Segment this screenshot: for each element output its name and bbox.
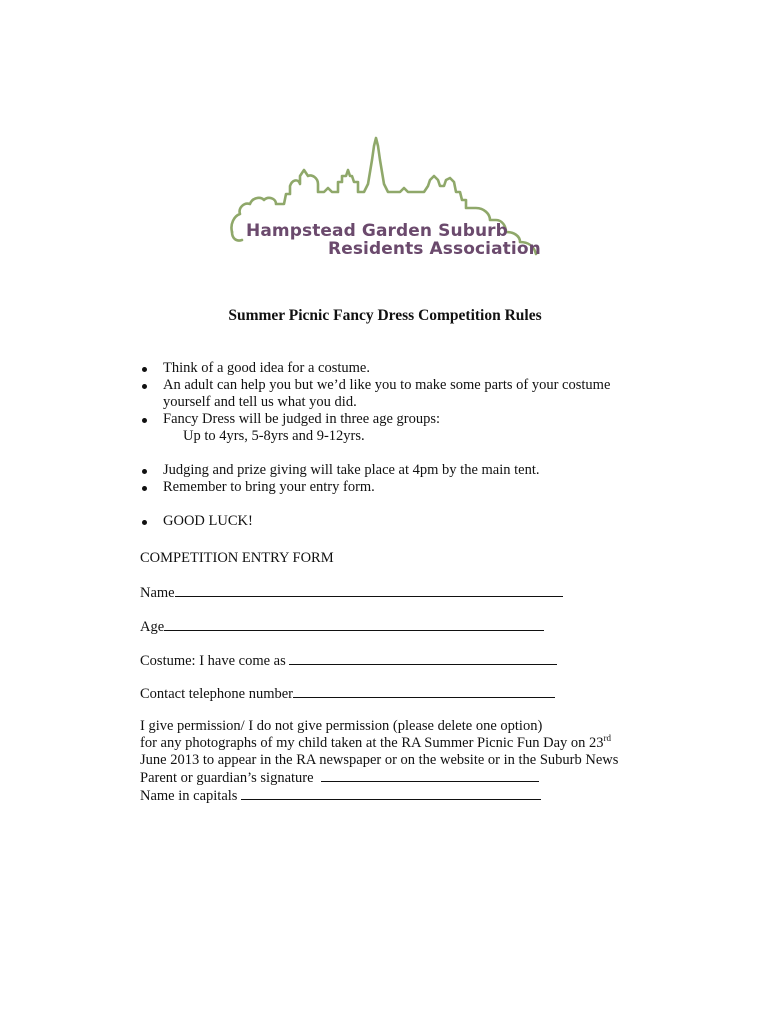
phone-field[interactable] — [293, 685, 555, 698]
permission-block — [140, 718, 618, 805]
name-label: Name — [140, 585, 175, 601]
permission-line3: June 2013 to appear in the RA newspaper or on the website or in the Suburb News — [140, 752, 619, 768]
list-item: An adult can help you but we’d like you to make some parts of your costume yourself and tell us what you did. — [140, 377, 610, 411]
age-field[interactable] — [164, 618, 544, 631]
list-item: Think of a good idea for a costume. — [140, 360, 610, 377]
capitals-label: Name in capitals — [140, 788, 238, 804]
list-item: Judging and prize giving will take place at 4pm by the main tent. — [140, 462, 610, 479]
capitals-field[interactable] — [241, 787, 541, 800]
form-heading: COMPETITION ENTRY FORM — [140, 550, 334, 566]
signature-field[interactable] — [321, 769, 539, 782]
age-field-row — [140, 618, 544, 636]
rules-list — [140, 360, 610, 530]
residents-association-logo — [228, 136, 546, 264]
capitals-row — [140, 787, 618, 805]
name-field-row — [140, 584, 563, 602]
costume-field[interactable] — [289, 652, 557, 665]
permission-line1: I give permission/ I do not give permission (please delete one option) — [140, 718, 543, 734]
name-field[interactable] — [175, 584, 563, 597]
list-item: Fancy Dress will be judged in three age groups: Up to 4yrs, 5-8yrs and 9-12yrs. — [140, 411, 610, 445]
list-item: GOOD LUCK! — [140, 513, 610, 530]
list-item: Remember to bring your entry form. — [140, 479, 610, 496]
logo-title-line2: Residents Association — [328, 239, 541, 259]
age-label: Age — [140, 619, 165, 635]
phone-field-row — [140, 685, 555, 703]
signature-row — [140, 769, 618, 787]
costume-field-row — [140, 652, 557, 670]
logo-title-line1: Hampstead Garden Suburb — [246, 221, 508, 241]
phone-label: Contact telephone number — [140, 686, 294, 702]
signature-label: Parent or guardian’s signature — [140, 770, 314, 786]
age-groups: Up to 4yrs, 5-8yrs and 9-12yrs. — [183, 428, 365, 444]
costume-label: Costume: I have come as — [140, 653, 286, 669]
document-title: Summer Picnic Fancy Dress Competition Rules — [228, 307, 542, 324]
permission-line2: for any photographs of my child taken at the RA Summer Picnic Fun Day on 23rd — [140, 733, 612, 751]
